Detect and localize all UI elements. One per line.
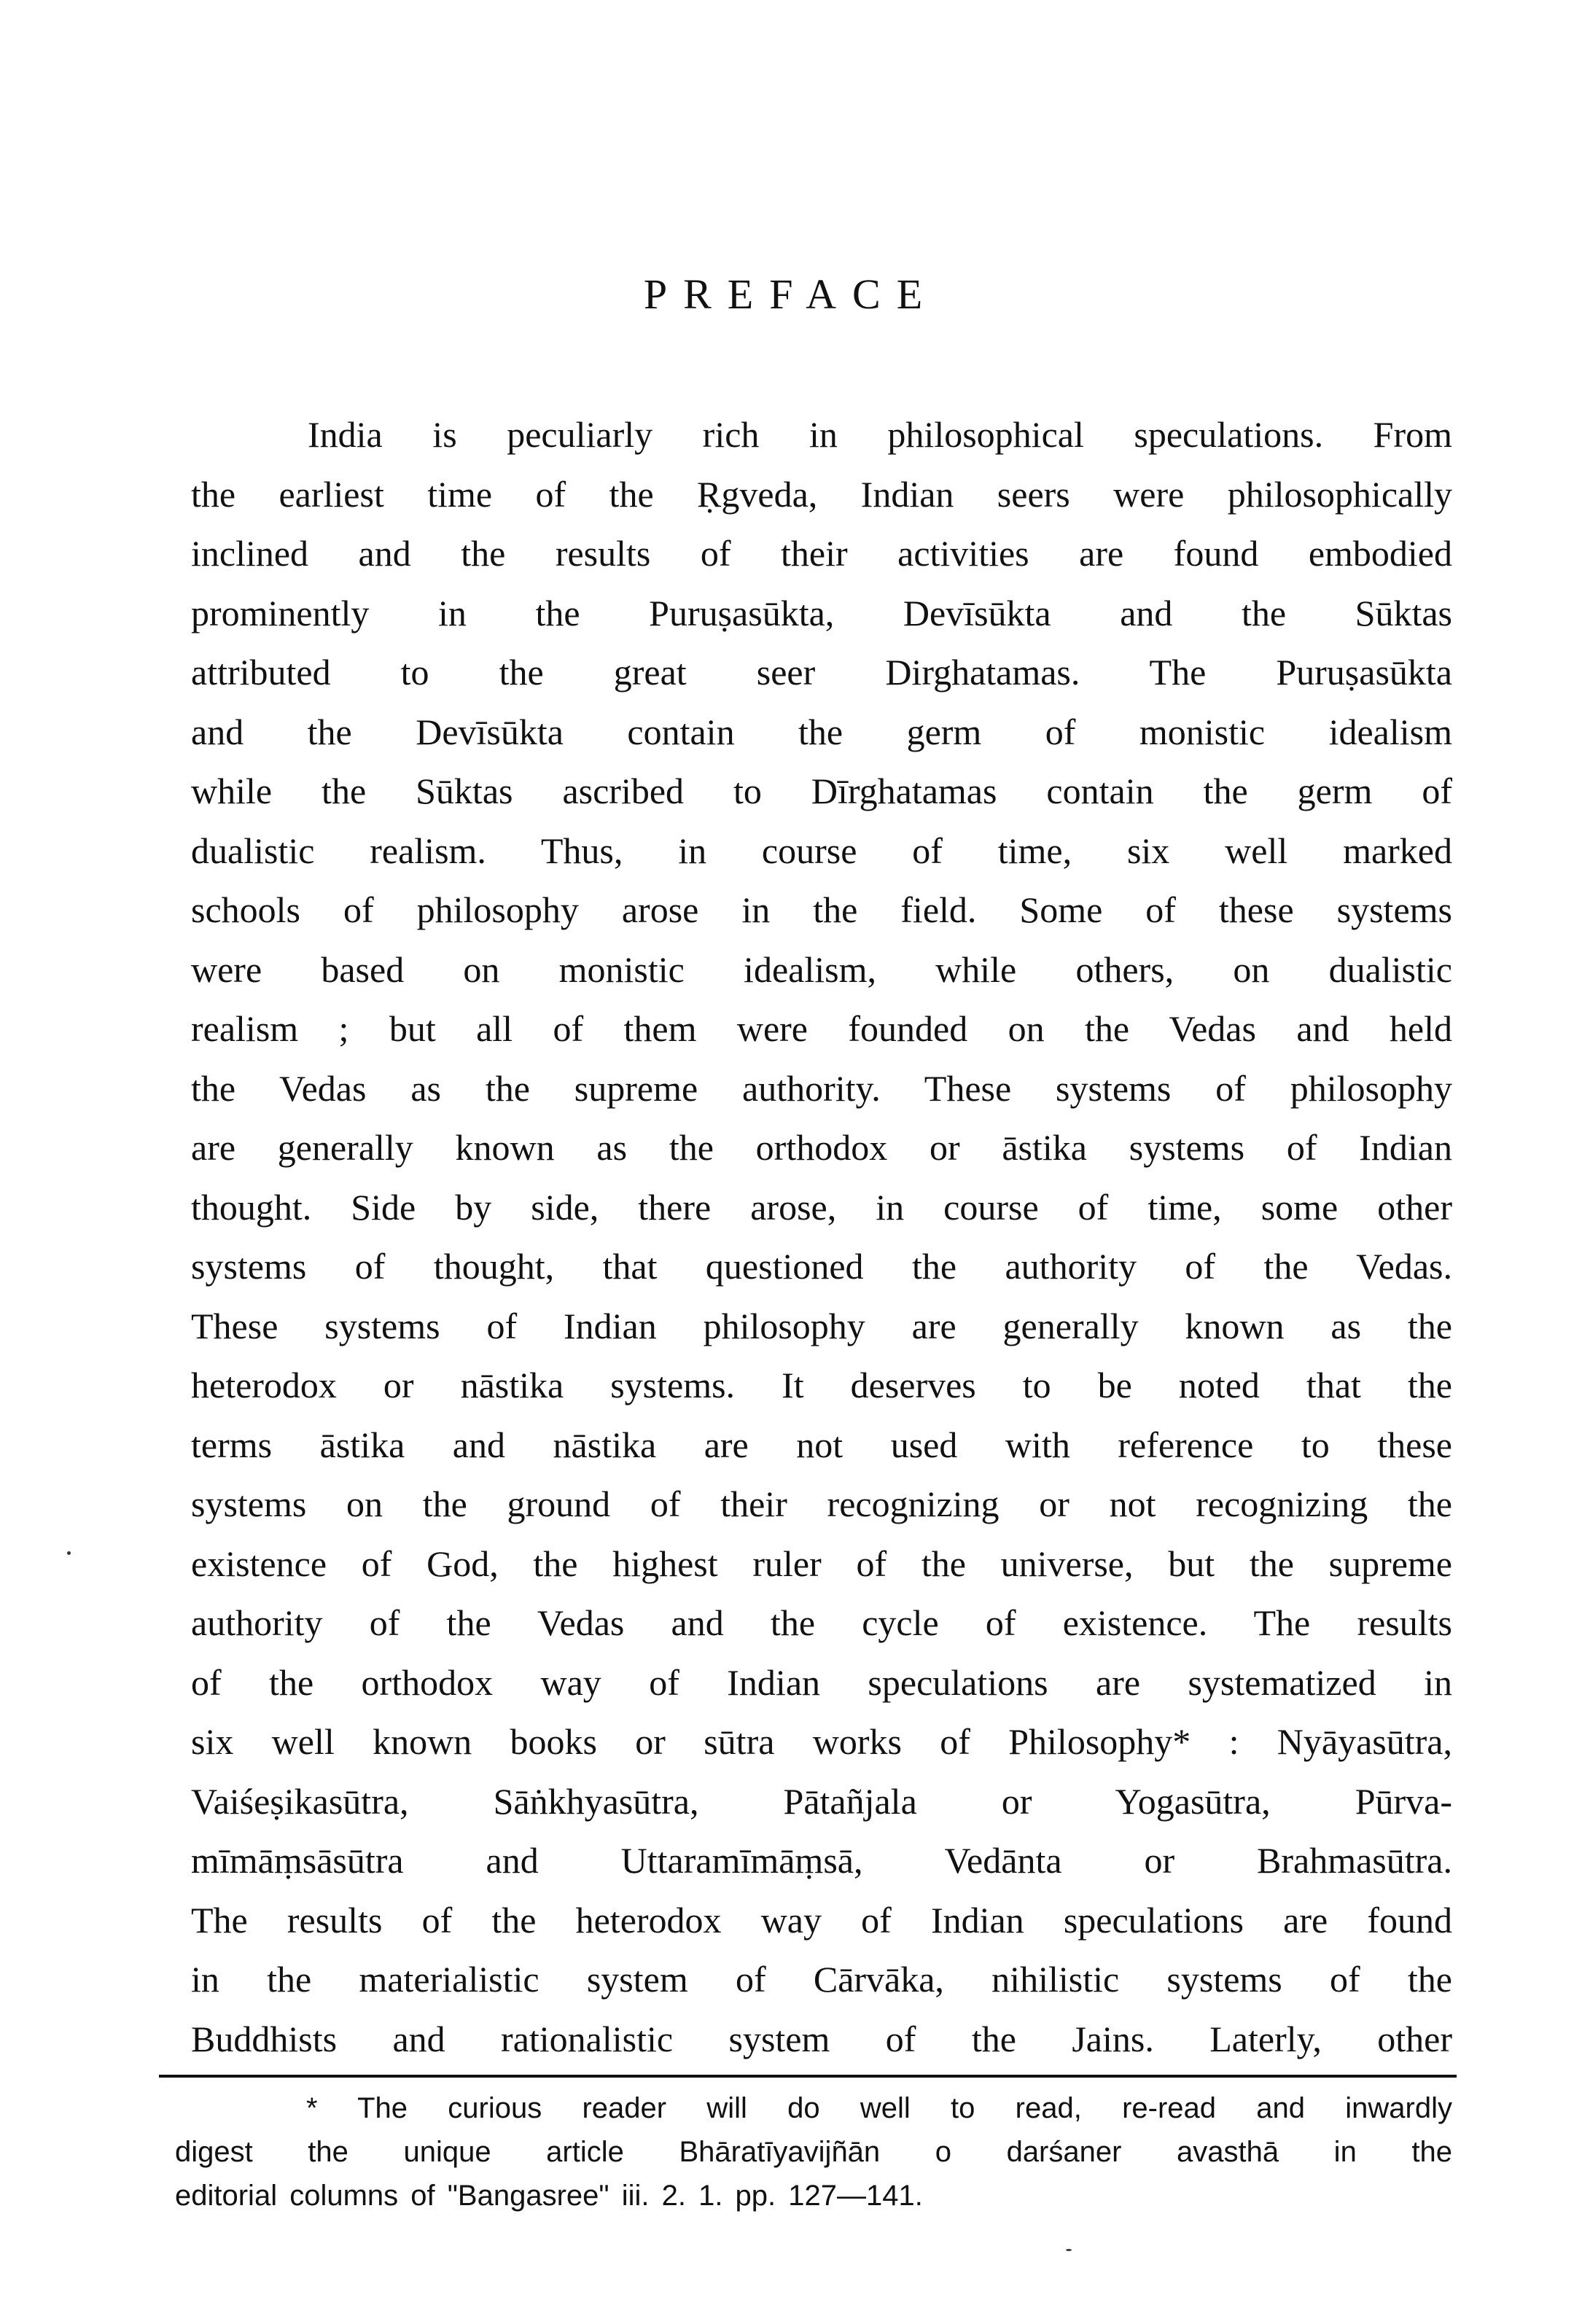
body-line: are generally known as the orthodox or āstika systems of Indian — [191, 1127, 1452, 1168]
body-line: existence of God, the highest ruler of the universe, but the supreme — [191, 1543, 1452, 1584]
body-line: inclined and the results of their activities are found embodied — [191, 533, 1452, 574]
scan-speck — [1066, 2249, 1072, 2251]
body-line: mīmāṃsāsūtra and Uttaramīmāṃsā, Vedānta or Brahmasūtra. — [191, 1840, 1452, 1881]
body-line: realism ; but all of them were founded on the Vedas and held — [191, 1008, 1452, 1049]
body-line: India is peculiarly rich in philosophical speculations. From — [308, 414, 1452, 455]
body-line: authority of the Vedas and the cycle of existence. The results — [191, 1602, 1452, 1643]
body-line: the earliest time of the Ṛgveda, Indian seers were philosophically — [191, 473, 1452, 515]
body-line: terms āstika and nāstika are not used with reference to these — [191, 1424, 1452, 1465]
body-line: schools of philosophy arose in the field. Some of these systems — [191, 889, 1452, 930]
footnote-line: editorial columns of "Bangasree" iii. 2. 1. pp. 127—141. — [175, 2180, 923, 2212]
body-line: Vaiśeṣikasūtra, Sāṅkhyasūtra, Pātañjala or Yogasūtra, Pūrva- — [191, 1780, 1452, 1822]
preface-body — [191, 405, 1452, 2069]
body-line: the Vedas as the supreme authority. These systems of philosophy — [191, 1067, 1452, 1109]
footnote-divider — [159, 2075, 1457, 2078]
body-line: The results of the heterodox way of Indian speculations are found — [191, 1899, 1452, 1941]
body-line: systems of thought, that questioned the authority of the Vedas. — [191, 1246, 1452, 1287]
body-line: were based on monistic idealism, while others, on dualistic — [191, 948, 1452, 990]
scan-speck — [67, 1551, 71, 1555]
footnote — [175, 2086, 1452, 2218]
body-line: six well known books or sūtra works of Philosophy* : Nyāyasūtra, — [191, 1721, 1452, 1762]
body-line: of the orthodox way of Indian speculations are systematized in — [191, 1661, 1452, 1703]
body-line: Buddhists and rationalistic system of the Jains. Laterly, other — [191, 2018, 1452, 2059]
page-title: PREFACE — [643, 270, 939, 318]
body-line: dualistic realism. Thus, in course of time, six well marked — [191, 830, 1452, 871]
body-line: thought. Side by side, there arose, in course of time, some other — [191, 1186, 1452, 1228]
footnote-line: * The curious reader will do well to read, re-read and inwardly — [306, 2092, 1452, 2124]
footnote-line: digest the unique article Bhāratīyavijñān o darśaner avasthā in the — [175, 2136, 1452, 2168]
body-line: while the Sūktas ascribed to Dīrghatamas contain the germ of — [191, 771, 1452, 811]
body-line: These systems of Indian philosophy are generally known as the — [191, 1305, 1452, 1346]
body-line: heterodox or nāstika systems. It deserves to be noted that the — [191, 1365, 1452, 1405]
body-line: attributed to the great seer Dirghatamas. The Puruṣasūkta — [191, 652, 1452, 693]
body-line: systems on the ground of their recognizing or not recognizing the — [191, 1483, 1452, 1524]
body-line: and the Devīsūkta contain the germ of monistic idealism — [191, 711, 1452, 752]
body-line: in the materialistic system of Cārvāka, nihilistic systems of the — [191, 1959, 1452, 2000]
body-line: prominently in the Puruṣasūkta, Devīsūkta and the Sūktas — [191, 592, 1452, 633]
